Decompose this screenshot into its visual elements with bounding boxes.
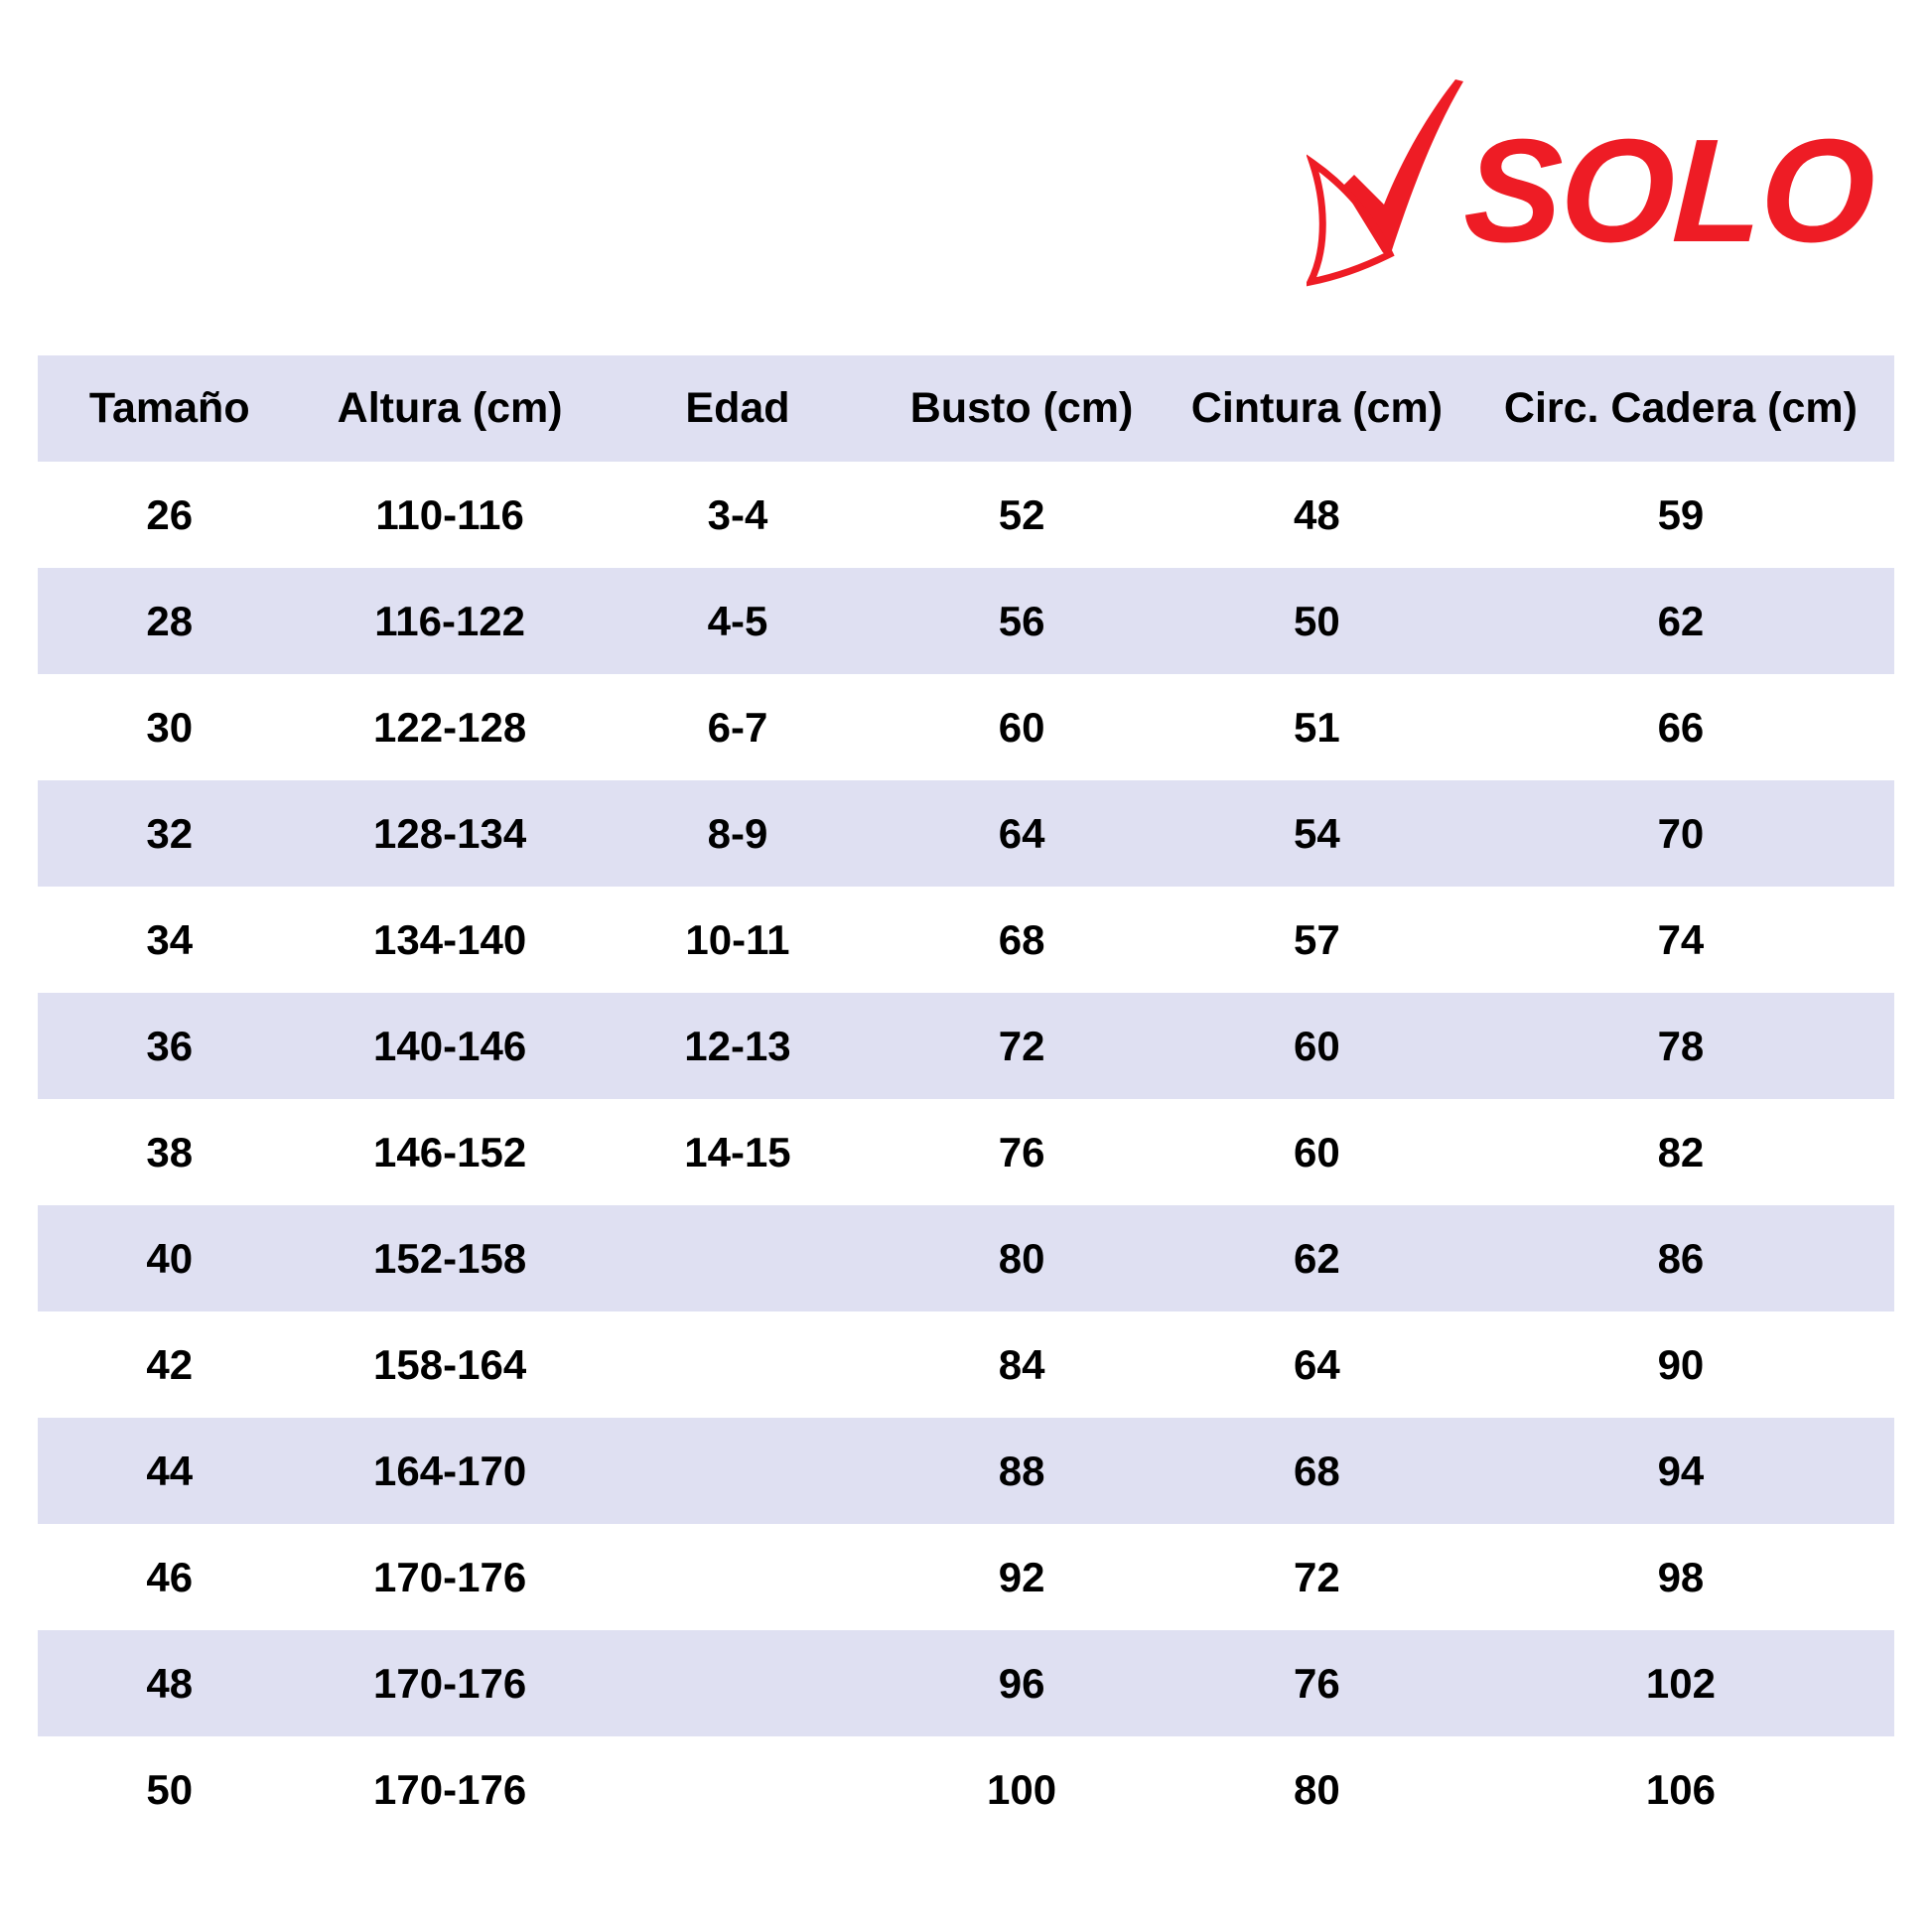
cell-height: 158-164	[302, 1311, 599, 1418]
cell-hip: 106	[1467, 1736, 1894, 1843]
column-header-size: Tamaño	[38, 355, 302, 462]
table-row	[38, 1524, 1894, 1630]
cell-size: 36	[38, 993, 302, 1099]
cell-height: 110-116	[302, 462, 599, 568]
cell-size: 34	[38, 887, 302, 993]
cell-size: 48	[38, 1630, 302, 1736]
table-row	[38, 674, 1894, 780]
cell-size: 28	[38, 568, 302, 674]
table-row	[38, 887, 1894, 993]
table-row	[38, 1099, 1894, 1205]
cell-size: 40	[38, 1205, 302, 1311]
cell-bust: 76	[877, 1099, 1167, 1205]
cell-age	[599, 1524, 878, 1630]
cell-age: 14-15	[599, 1099, 878, 1205]
cell-hip: 90	[1467, 1311, 1894, 1418]
cell-bust: 84	[877, 1311, 1167, 1418]
brand-name: SOLO	[1460, 109, 1875, 273]
solo-swoosh-icon	[1307, 77, 1470, 306]
cell-height: 122-128	[302, 674, 599, 780]
cell-hip: 78	[1467, 993, 1894, 1099]
table-row	[38, 568, 1894, 674]
cell-height: 164-170	[302, 1418, 599, 1524]
cell-waist: 62	[1167, 1205, 1467, 1311]
cell-age	[599, 1630, 878, 1736]
cell-waist: 48	[1167, 462, 1467, 568]
cell-age: 12-13	[599, 993, 878, 1099]
cell-bust: 60	[877, 674, 1167, 780]
cell-bust: 52	[877, 462, 1167, 568]
cell-size: 30	[38, 674, 302, 780]
cell-height: 140-146	[302, 993, 599, 1099]
cell-hip: 66	[1467, 674, 1894, 780]
table-row	[38, 993, 1894, 1099]
cell-age	[599, 1418, 878, 1524]
cell-waist: 60	[1167, 1099, 1467, 1205]
size-table-container	[38, 355, 1894, 1843]
cell-hip: 94	[1467, 1418, 1894, 1524]
cell-size: 38	[38, 1099, 302, 1205]
cell-bust: 68	[877, 887, 1167, 993]
cell-hip: 70	[1467, 780, 1894, 887]
cell-waist: 80	[1167, 1736, 1467, 1843]
cell-height: 146-152	[302, 1099, 599, 1205]
cell-height: 116-122	[302, 568, 599, 674]
table-row	[38, 1736, 1894, 1843]
cell-height: 170-176	[302, 1524, 599, 1630]
cell-waist: 51	[1167, 674, 1467, 780]
cell-age: 4-5	[599, 568, 878, 674]
cell-bust: 80	[877, 1205, 1167, 1311]
cell-hip: 86	[1467, 1205, 1894, 1311]
cell-hip: 82	[1467, 1099, 1894, 1205]
cell-hip: 102	[1467, 1630, 1894, 1736]
table-header-row	[38, 355, 1894, 462]
cell-age: 10-11	[599, 887, 878, 993]
cell-waist: 54	[1167, 780, 1467, 887]
cell-height: 128-134	[302, 780, 599, 887]
column-header-height: Altura (cm)	[302, 355, 599, 462]
size-table	[38, 355, 1894, 1843]
cell-waist: 68	[1167, 1418, 1467, 1524]
cell-height: 170-176	[302, 1630, 599, 1736]
cell-age: 6-7	[599, 674, 878, 780]
cell-waist: 72	[1167, 1524, 1467, 1630]
cell-waist: 50	[1167, 568, 1467, 674]
cell-hip: 62	[1467, 568, 1894, 674]
cell-bust: 100	[877, 1736, 1167, 1843]
column-header-age: Edad	[599, 355, 878, 462]
table-row	[38, 1418, 1894, 1524]
cell-waist: 76	[1167, 1630, 1467, 1736]
cell-bust: 88	[877, 1418, 1167, 1524]
cell-size: 46	[38, 1524, 302, 1630]
table-row	[38, 1311, 1894, 1418]
cell-size: 42	[38, 1311, 302, 1418]
cell-waist: 60	[1167, 993, 1467, 1099]
cell-hip: 98	[1467, 1524, 1894, 1630]
table-row	[38, 1205, 1894, 1311]
cell-age	[599, 1205, 878, 1311]
cell-size: 32	[38, 780, 302, 887]
cell-waist: 64	[1167, 1311, 1467, 1418]
column-header-hip: Circ. Cadera (cm)	[1467, 355, 1894, 462]
brand-logo	[1307, 77, 1875, 306]
cell-bust: 64	[877, 780, 1167, 887]
column-header-bust: Busto (cm)	[877, 355, 1167, 462]
table-row	[38, 780, 1894, 887]
cell-bust: 92	[877, 1524, 1167, 1630]
cell-age: 8-9	[599, 780, 878, 887]
cell-height: 134-140	[302, 887, 599, 993]
cell-bust: 56	[877, 568, 1167, 674]
table-row	[38, 1630, 1894, 1736]
cell-size: 50	[38, 1736, 302, 1843]
cell-age	[599, 1736, 878, 1843]
cell-waist: 57	[1167, 887, 1467, 993]
cell-size: 44	[38, 1418, 302, 1524]
cell-hip: 74	[1467, 887, 1894, 993]
cell-bust: 96	[877, 1630, 1167, 1736]
table-row	[38, 462, 1894, 568]
cell-age	[599, 1311, 878, 1418]
cell-bust: 72	[877, 993, 1167, 1099]
cell-size: 26	[38, 462, 302, 568]
cell-hip: 59	[1467, 462, 1894, 568]
cell-height: 152-158	[302, 1205, 599, 1311]
cell-age: 3-4	[599, 462, 878, 568]
cell-height: 170-176	[302, 1736, 599, 1843]
column-header-waist: Cintura (cm)	[1167, 355, 1467, 462]
